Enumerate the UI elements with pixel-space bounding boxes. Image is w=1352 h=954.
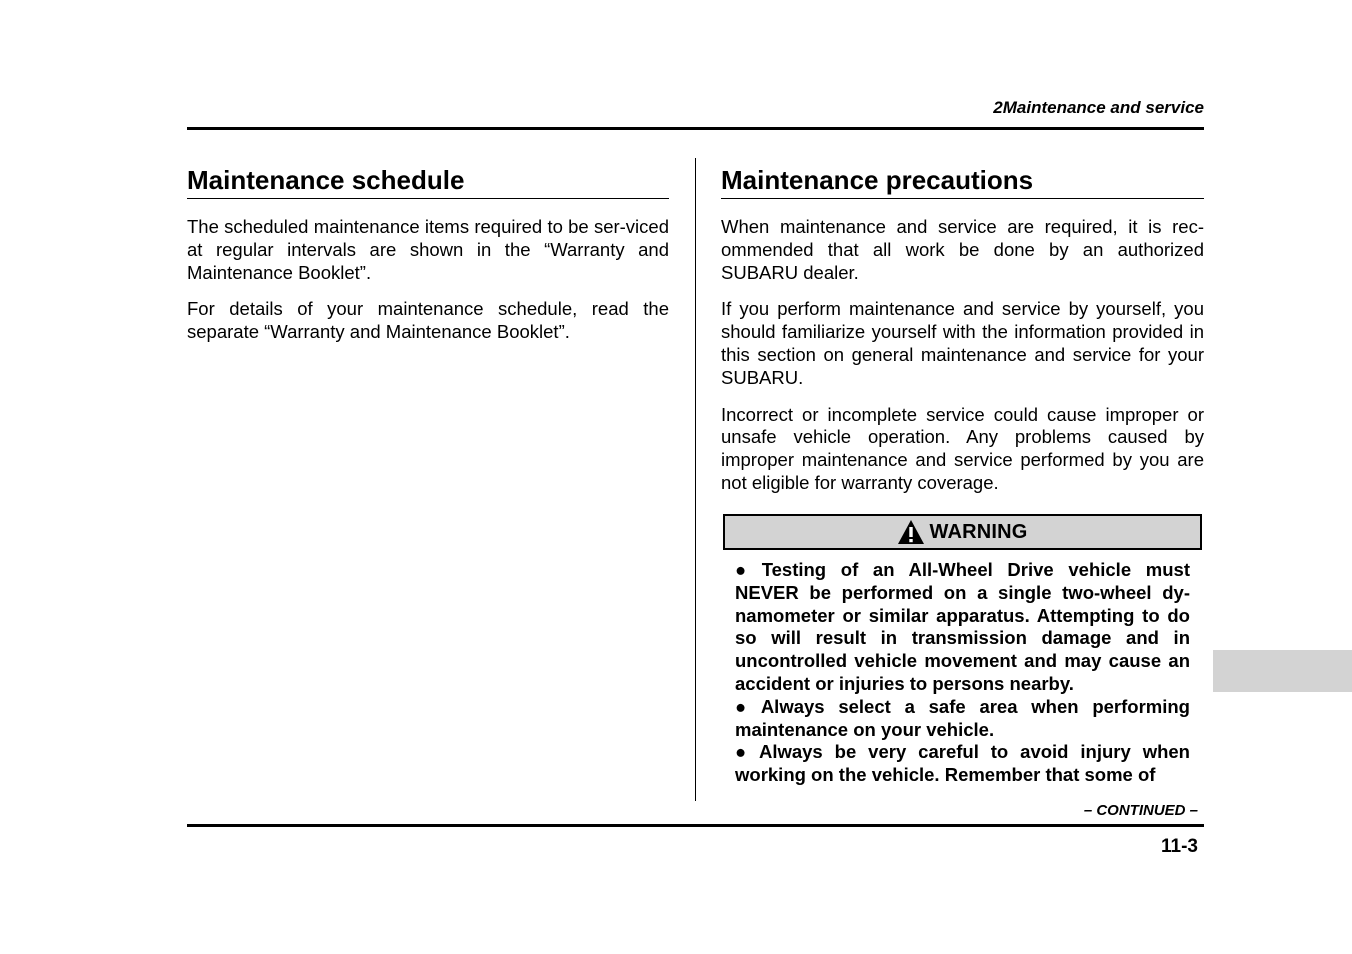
running-header: 2Maintenance and service xyxy=(993,98,1204,117)
schedule-paragraph-1: The scheduled maintenance items required to be ser-viced at regular intervals are shown in the “Warranty and Maintenance Booklet”. xyxy=(187,216,669,283)
footer-rule xyxy=(187,824,1204,827)
left-column xyxy=(187,164,669,358)
warning-list xyxy=(735,559,1190,787)
warning-item-text: Always select a safe area when performing maintenance on your vehicle. xyxy=(735,695,1190,740)
precautions-paragraph-1: When maintenance and service are required, it is rec-ommended that all work be done by an authorized SUBARU dealer. xyxy=(721,216,1204,283)
warning-triangle-icon xyxy=(897,519,925,545)
precautions-paragraph-2: If you perform maintenance and service by yourself, you should familiarize yourself with the information provided in this section on general maintenance and service for your SUBARU. xyxy=(721,298,1204,388)
warning-item-text: Testing of an All-Wheel Drive vehicle must NEVER be performed on a single two-wheel dy-namometer or similar apparatus. Attempting to do so will result in transmission damage and in uncontrolled vehicle movement and may cause an accident or injuries to persons nearby. xyxy=(735,559,1190,694)
header-rule xyxy=(187,127,1204,130)
warning-label: WARNING xyxy=(929,520,1028,543)
warning-item xyxy=(735,741,1190,787)
warning-banner xyxy=(723,514,1202,550)
continued-label: – CONTINUED – xyxy=(1083,802,1198,819)
column-divider xyxy=(695,158,696,801)
warning-item xyxy=(735,696,1190,742)
schedule-paragraph-2: For details of your maintenance schedule, read the separate “Warranty and Maintenance Booklet”. xyxy=(187,298,669,343)
chapter-thumb-tab xyxy=(1213,650,1352,692)
page-number: 11-3 xyxy=(1161,836,1198,857)
bullet-icon: ● xyxy=(735,695,755,717)
bullet-icon: ● xyxy=(735,741,753,763)
warning-item-text: Always be very careful to avoid injury when working on the vehicle. Remember that some of xyxy=(735,741,1190,786)
precautions-paragraph-3: Incorrect or incomplete service could cause improper or unsafe vehicle operation. Any problems caused by improper maintenance and service performed by you are not eligible for warranty coverage. xyxy=(721,403,1204,493)
maintenance-precautions-title: Maintenance precautions xyxy=(721,164,1204,199)
maintenance-schedule-title: Maintenance schedule xyxy=(187,164,669,199)
warning-item xyxy=(735,559,1190,696)
right-column xyxy=(721,164,1204,509)
bullet-icon: ● xyxy=(735,559,756,580)
